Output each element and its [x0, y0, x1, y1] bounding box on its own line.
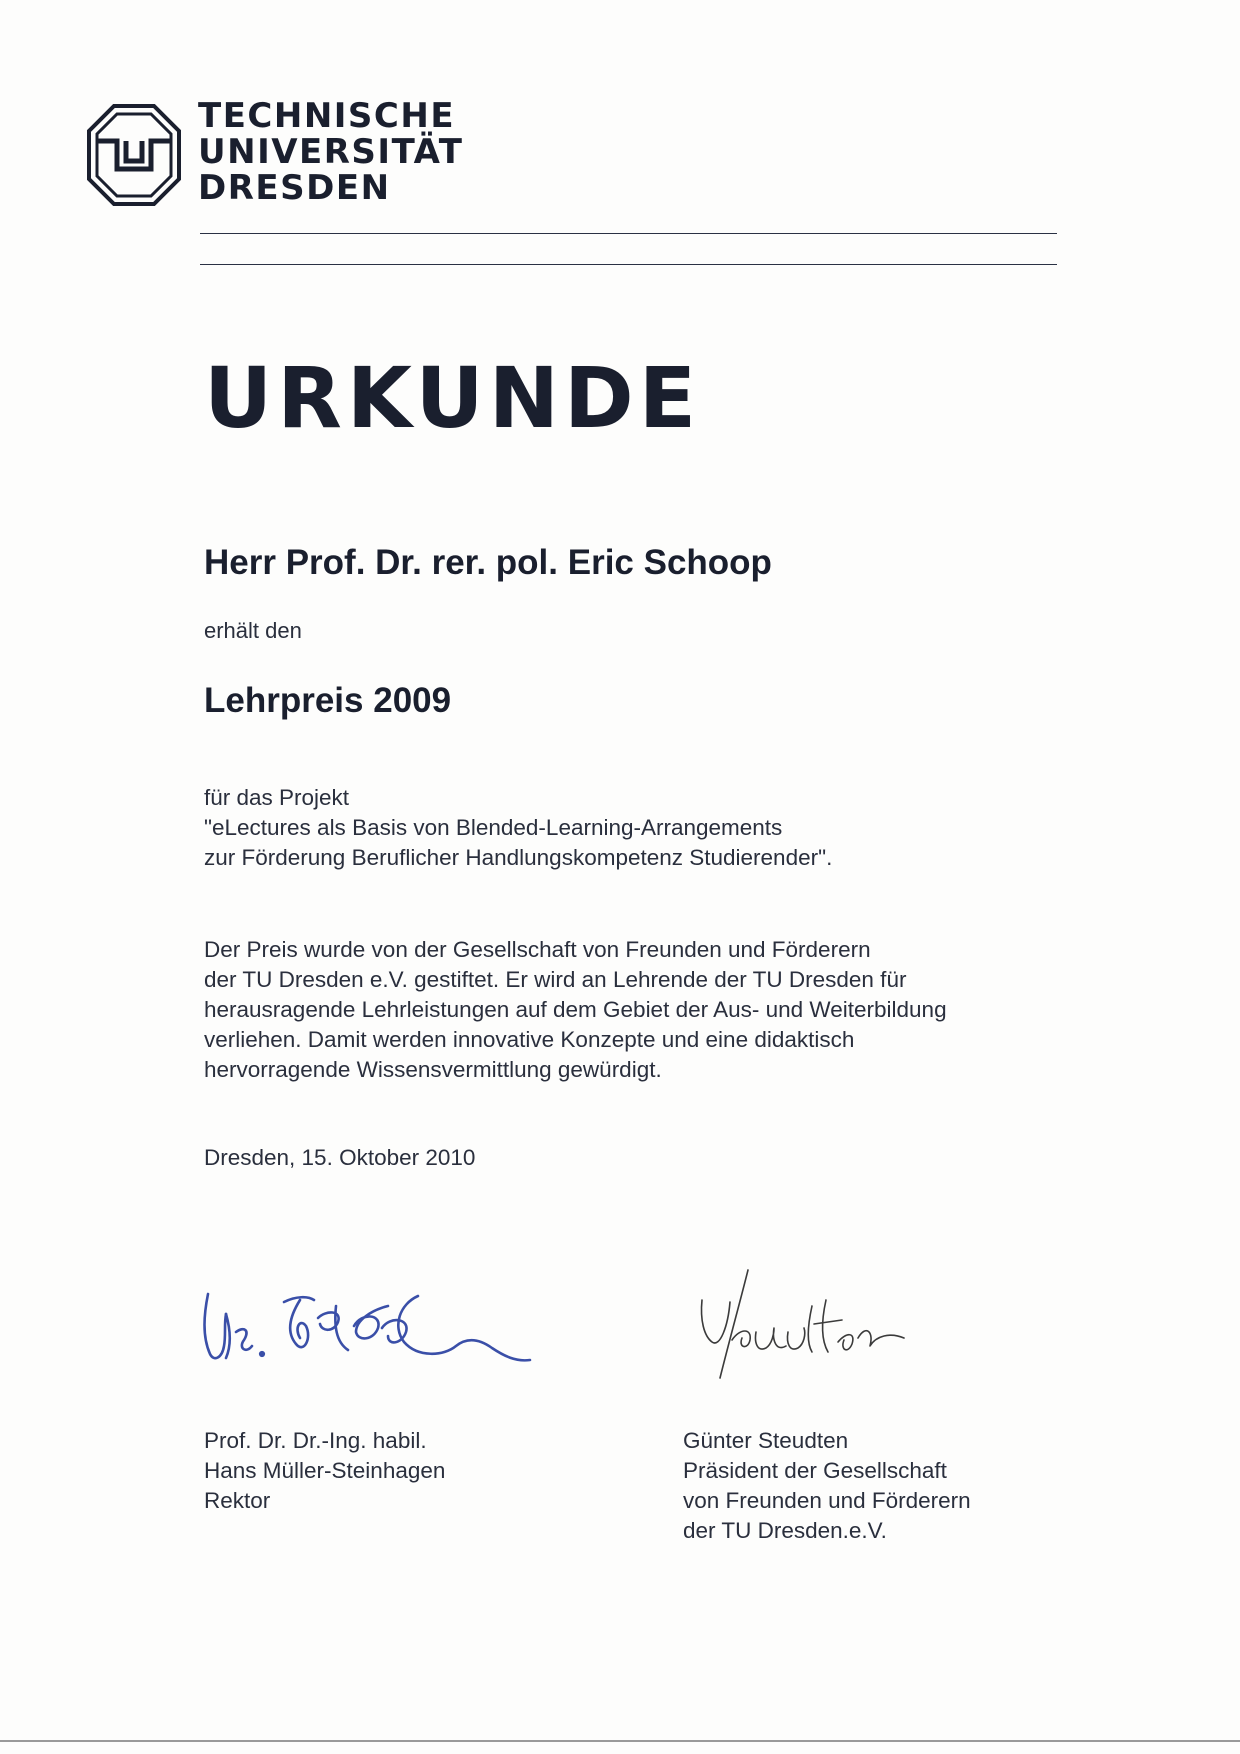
place-and-date: Dresden, 15. Oktober 2010 [204, 1145, 476, 1170]
header-rule-bottom [200, 264, 1057, 265]
signer-line: von Freunden und Förderern [683, 1488, 971, 1513]
rector-signature [196, 1266, 536, 1376]
project-title-line: zur Förderung Beruflicher Handlungskompetenz Studierender". [204, 845, 833, 870]
signer-president [683, 1426, 971, 1546]
signer-line: Günter Steudten [683, 1428, 849, 1453]
university-name [198, 98, 464, 206]
description-line: herausragende Lehrleistungen auf dem Gebiet der Aus- und Weiterbildung [204, 997, 947, 1022]
description-line: der TU Dresden e.V. gestiftet. Er wird an Lehrende der TU Dresden für [204, 967, 907, 992]
scan-edge [0, 1740, 1240, 1742]
header-rule-top [200, 233, 1057, 234]
signer-line: der TU Dresden.e.V. [683, 1518, 887, 1543]
description-line: Der Preis wurde von der Gesellschaft von Freunden und Förderern [204, 937, 871, 962]
receives-text: erhält den [204, 618, 302, 643]
signer-line: Rektor [204, 1488, 271, 1513]
project-intro: für das Projekt [204, 785, 350, 810]
document-title: URKUNDE [204, 349, 702, 447]
award-description [204, 935, 947, 1085]
recipient-name: Herr Prof. Dr. rer. pol. Eric Schoop [204, 543, 772, 582]
description-line: verliehen. Damit werden innovative Konzepte und eine didaktisch [204, 1027, 855, 1052]
university-name-line: DRESDEN [198, 168, 391, 208]
signer-rector [204, 1426, 445, 1516]
project-block [204, 783, 832, 873]
award-name: Lehrpreis 2009 [204, 681, 452, 720]
university-name-line: UNIVERSITÄT [198, 132, 464, 172]
university-name-line: TECHNISCHE [198, 96, 456, 136]
president-signature [690, 1262, 960, 1392]
signer-line: Präsident der Gesellschaft [683, 1458, 947, 1483]
description-line: hervorragende Wissensvermittlung gewürdigt. [204, 1057, 662, 1082]
signer-line: Prof. Dr. Dr.-Ing. habil. [204, 1428, 427, 1453]
project-title-line: "eLectures als Basis von Blended-Learning-Arrangements [204, 815, 783, 840]
signer-line: Hans Müller-Steinhagen [204, 1458, 446, 1483]
tu-dresden-logo-icon [86, 103, 182, 207]
